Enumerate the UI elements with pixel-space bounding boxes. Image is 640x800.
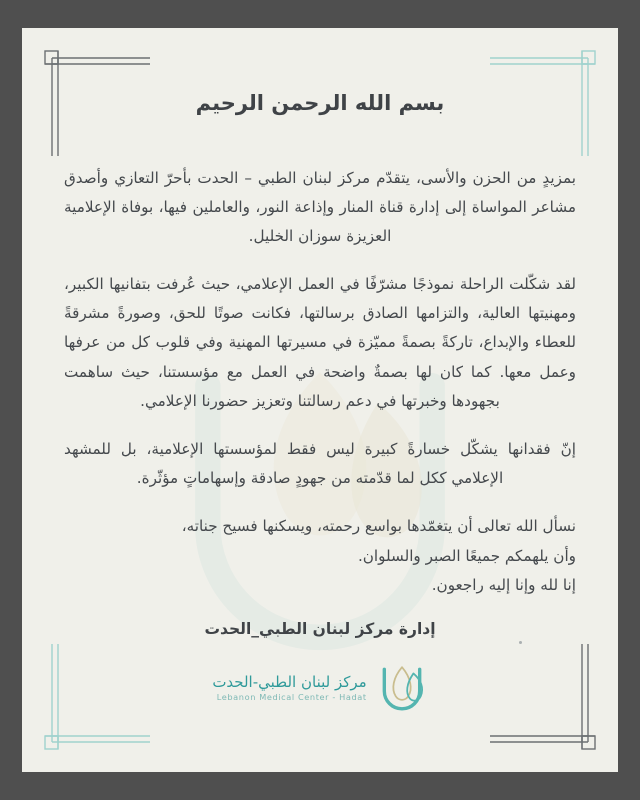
condolence-poster-card <box>22 28 618 772</box>
organization-signature: إدارة مركز لبنان الطبي_الحدت <box>204 619 436 638</box>
lotus-tulip-logo-mark-icon <box>376 662 428 714</box>
prayer-line-1: نسأل الله تعالى أن يتغمّدها بواسع رحمته، ويسكنها فسيح جناته، <box>181 517 576 536</box>
brand-wordmark <box>212 674 366 702</box>
basmala-heading: بسم الله الرحمن الرحيم <box>195 91 445 115</box>
condolence-paragraph-3: إنّ فقدانها يشكّل خسارةً كبيرة ليس فقط لمؤسستها الإعلامية، بل للمشهد الإعلامي ككل لما قدّمته من جهودٍ صادقة وإسهاماتٍ مؤثّرة. <box>64 440 576 488</box>
poster-body <box>64 164 576 638</box>
brand-name-arabic: مركز لبنان الطبي-الحدت <box>212 673 367 692</box>
prayer-line-3: إنا لله وإنا إليه راجعون. <box>431 575 576 594</box>
condolence-paragraph-1: بمزيدٍ من الحزن والأسى، يتقدّم مركز لبنان الطبي – الحدت بأحرّ التعازي وأصدق مشاعر المواساة إلى إدارة قناة المنار وإذاعة النور، والعاملين فيها، بوفاة الإعلامية العزيزة سوزان الخليل. <box>64 168 576 245</box>
brand-logo-lockup <box>64 662 576 714</box>
condolence-paragraph-2: لقد شكّلت الراحلة نموذجًا مشرّفًا في العمل الإعلامي، حيث عُرفت بتفانيها الكبير، ومهنيتها العالية، والتزامها الصادق برسالتها، فكانت صوتًا للحق، وصورةً مشرقةً للعطاء والإبداع، تاركةً بصمةً مميّزة في مسيرتها المهنية وفي قلوب كل من عرفها وعمل معها. كما كان لها بصمةٌ واضحة في العمل مع مؤسستنا، حيث ساهمت بجهودها وخبرتها في دعم رسالتنا وتعزيز حضورنا الإعلامي. <box>64 275 576 410</box>
poster-content <box>22 28 618 772</box>
brand-name-english: Lebanon Medical Center - Hadat <box>216 691 367 702</box>
prayer-line-2: وأن يلهمكم جميعًا الصبر والسلوان. <box>357 546 576 565</box>
